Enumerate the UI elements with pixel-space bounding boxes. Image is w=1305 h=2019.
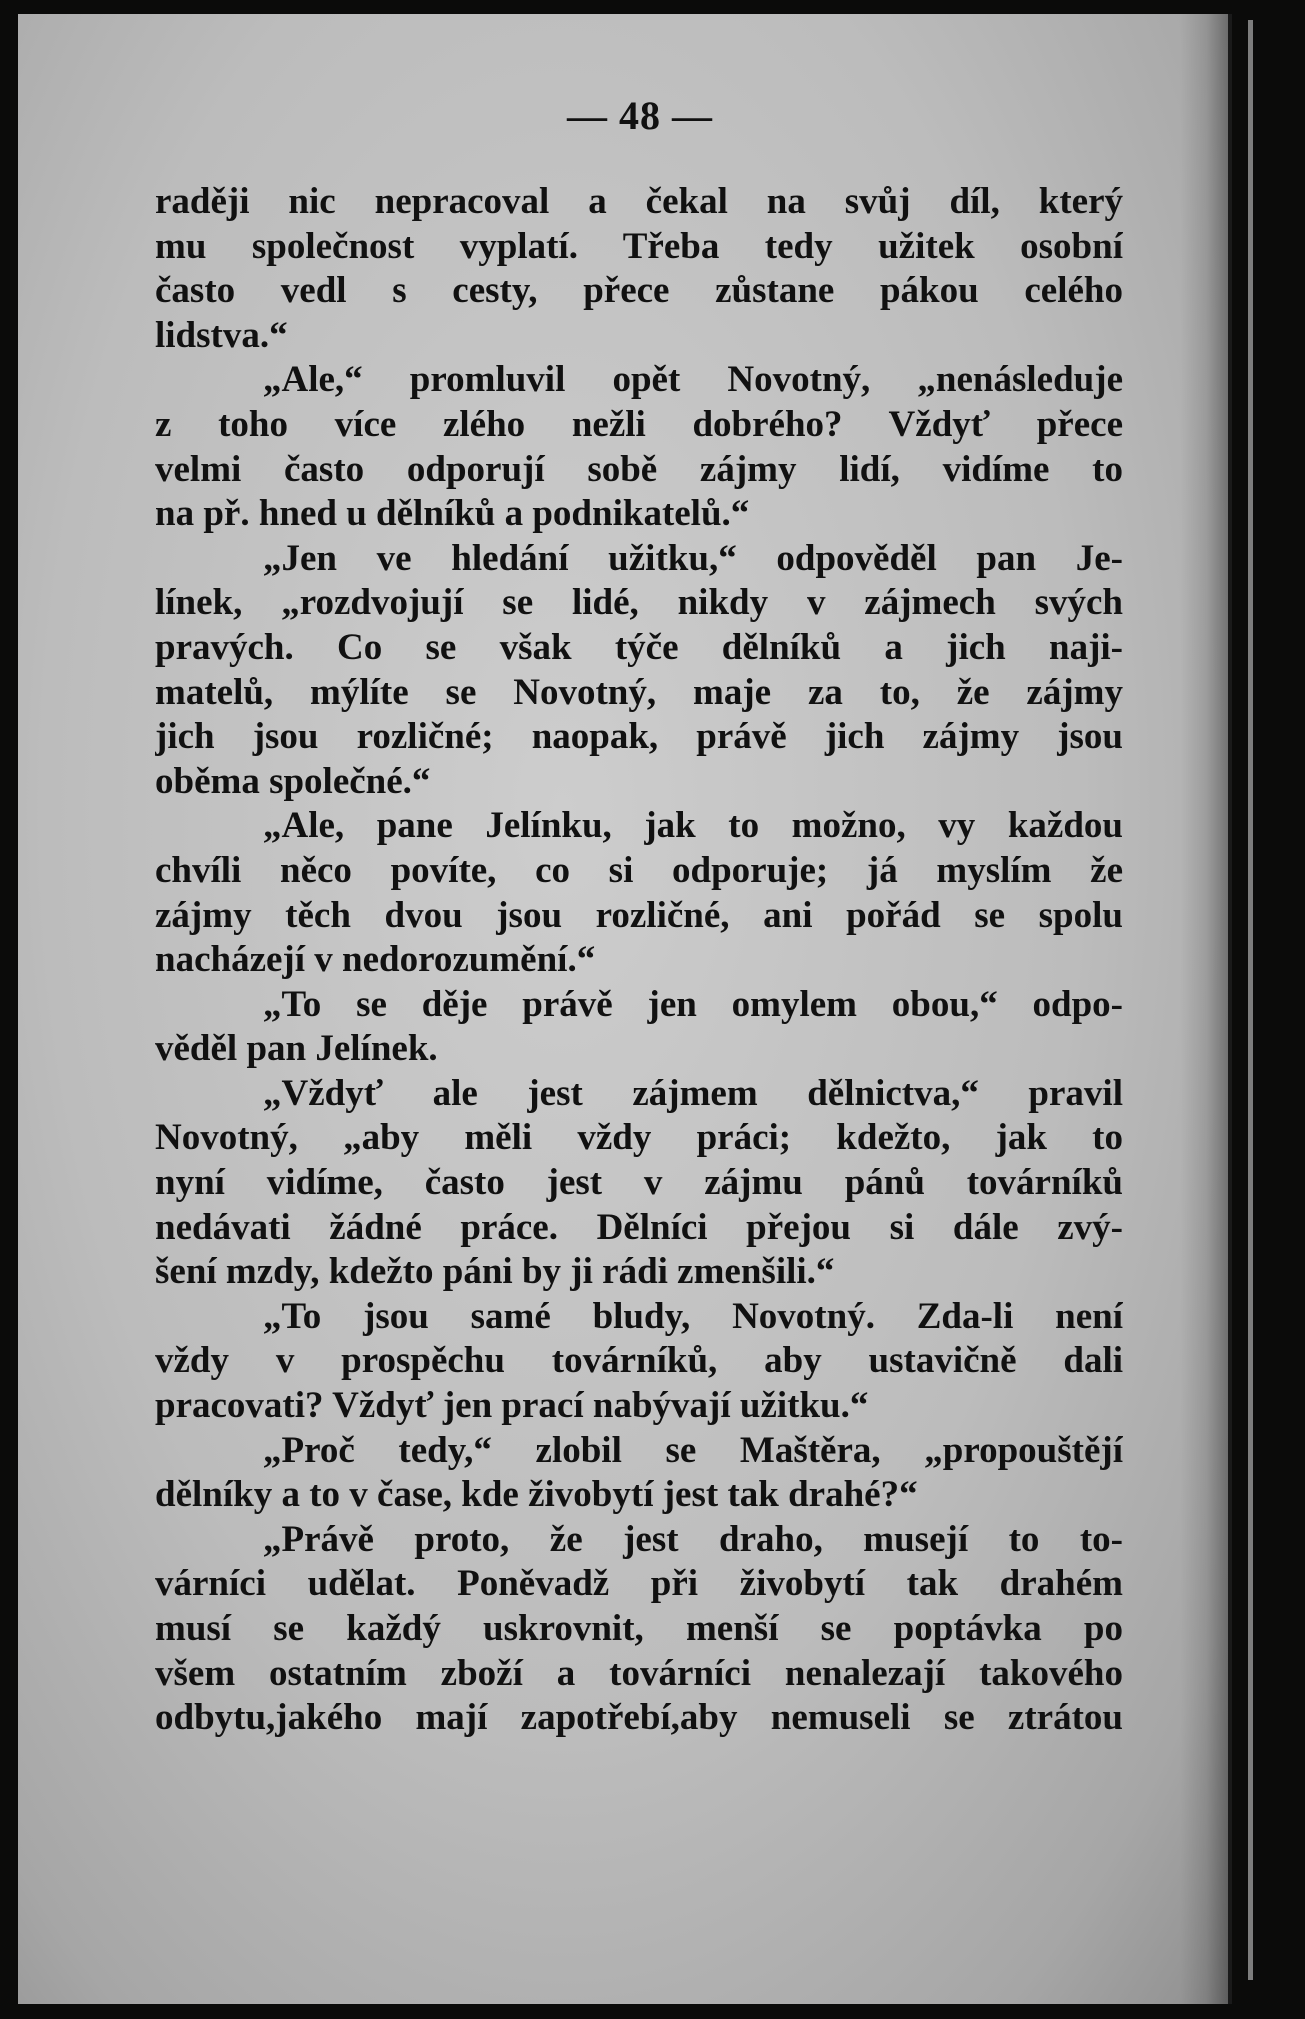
body-text [155,180,1123,1741]
text-line: pracovati? Vždyť jen prací nabývají užitku.“ [155,1385,869,1427]
text-line: „Ale, pane Jelínku, jak to možno, vy každou [263,805,1123,847]
text-line: „To jsou samé bludy, Novotný. Zda-li není [263,1295,1123,1337]
text-line: odbytu,jakého mají zapotřebí,aby nemuseli se ztrátou [155,1697,1123,1739]
text-line: šení mzdy, kdežto páni by ji rádi zmenšili.“ [155,1251,835,1293]
text-line: věděl pan Jelínek. [155,1028,438,1070]
page-number: — 48 — [567,93,713,138]
text-line: jich jsou rozličné; naopak, právě jich zájmy jsou [155,716,1123,758]
text-line: často vedl s cesty, přece zůstane pákou celého [155,270,1123,312]
text-line: matelů, mýlíte se Novotný, maje za to, že zájmy [155,671,1123,713]
text-line: „To se děje právě jen omylem obou,“ odpo- [263,983,1123,1025]
binding-edge [1248,20,1253,1980]
text-line: lidstva.“ [155,314,288,356]
text-line: pravých. Co se však týče dělníků a jich naji- [155,626,1123,668]
text-line: nedávati žádné práce. Dělníci přejou si dále zvý- [155,1206,1123,1248]
text-line: mu společnost vyplatí. Třeba tedy užitek osobní [155,225,1123,267]
text-line: „Právě proto, že jest draho, musejí to to- [263,1518,1123,1560]
text-line: Novotný, „aby měli vždy práci; kdežto, jak to [155,1117,1123,1159]
text-line: nyní vidíme, často jest v zájmu pánů továrníků [155,1162,1123,1204]
text-line: chvíli něco povíte, co si odporuje; já myslím že [155,849,1123,891]
text-line: dělníky a to v čase, kde živobytí jest tak drahé?“ [155,1474,918,1516]
text-line: raději nic nepracoval a čekal na svůj díl, který [155,181,1123,222]
text-line: línek, „rozdvojují se lidé, nikdy v zájmech svých [155,582,1123,624]
text-line: všem ostatním zboží a továrníci nenalezají takového [155,1652,1123,1694]
text-line: „Ale,“ promluvil opět Novotný, „nenásleduje [263,359,1123,401]
text-line: „Proč tedy,“ zlobil se Maštěra, „propouštějí [263,1429,1123,1471]
text-line: várníci udělat. Poněvadž při živobytí tak drahém [155,1563,1123,1605]
text-line: velmi často odporují sobě zájmy lidí, vidíme to [155,448,1123,490]
text-line: musí se každý uskrovnit, menší se poptávka po [155,1608,1123,1649]
text-line: zájmy těch dvou jsou rozličné, ani pořád se spolu [155,894,1123,936]
text-line: na př. hned u dělníků a podnikatelů.“ [155,493,750,535]
text-line: vždy v prospěchu továrníků, aby ustavičně dali [155,1340,1123,1382]
text-line: „Vždyť ale jest zájmem dělnictva,“ pravil [263,1072,1123,1114]
text-line: z toho více zlého nežli dobrého? Vždyť přece [155,403,1123,445]
text-line: oběma společné.“ [155,760,431,802]
text-line: „Jen ve hledání užitku,“ odpověděl pan Je- [263,537,1123,579]
page-edge-shadow [1180,14,1228,2004]
text-line: nacházejí v nedorozumění.“ [155,939,596,981]
